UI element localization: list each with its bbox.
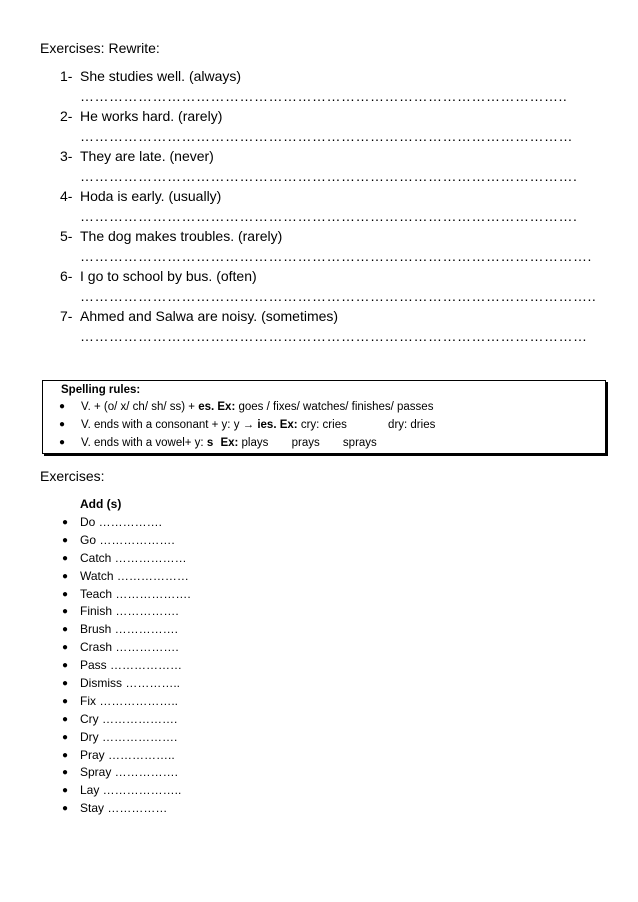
bullet-icon: ● [62,534,69,546]
answer-line: ………………………………………………………………………………………… [80,128,573,144]
bullet-icon: ● [59,401,66,412]
answer-line: …………………………………………………………………………………………… [80,328,588,344]
bullet-icon: ● [62,552,69,564]
item-number: 4- [60,188,73,204]
spelling-rules-box [42,380,606,454]
rule-examples: dry: dries [388,419,436,431]
rewrite-item [56,228,616,268]
rule-text: V. + (o/ x/ ch/ sh/ ss) + [81,401,199,413]
word-blank: Watch ……………… [80,568,189,583]
example-label: Ex: [220,437,239,449]
bullet-icon: ● [62,570,69,582]
bullet-icon: ● [62,785,69,797]
bullet-icon: ● [62,695,69,707]
item-number: 3- [60,148,73,164]
list-item [62,621,362,639]
item-number: 7- [60,308,73,324]
spelling-rules-title: Spelling rules: [61,384,141,396]
bullet-icon: ● [62,606,69,618]
word-blank: Stay …………… [80,801,168,816]
rule-examples: cry: cries [297,419,347,431]
rewrite-item [56,188,616,228]
list-item [62,800,362,818]
rewrite-item [56,68,616,108]
list-item [62,693,362,711]
list-item [62,532,362,550]
rule-examples: prays [291,437,320,449]
exercises-heading: Exercises: [40,468,105,484]
list-item [62,711,362,729]
add-s-list [62,514,362,818]
list-item [62,657,362,675]
bullet-icon: ● [62,642,69,654]
bullet-icon: ● [62,749,69,761]
list-item [62,603,362,621]
word-blank: Finish ……………. [80,604,179,619]
rule-text: V. ends with a vowel+ y: [81,437,207,449]
rewrite-item [56,148,616,188]
bullet-icon: ● [62,517,69,528]
word-blank: Cry ………………. [80,711,178,726]
answer-line: …………………………………………………………………………………………. [80,168,578,184]
item-number: 2- [60,108,73,124]
item-sentence: They are late. (never) [80,148,214,164]
answer-line: ……………………………………………………………………………………………. [80,248,592,264]
rewrite-item [56,268,616,308]
item-sentence: I go to school by bus. (often) [80,268,257,284]
item-number: 1- [60,68,73,84]
rule-suffix: ies. [257,419,277,431]
word-blank: Catch ……………… [80,550,187,565]
list-item [62,764,362,782]
list-item [62,550,362,568]
example-label: Ex: [217,401,236,413]
list-item [62,782,362,800]
word-blank: Brush ……………. [80,622,179,637]
item-sentence: She studies well. (always) [80,68,242,84]
item-sentence: The dog makes troubles. (rarely) [80,228,283,244]
rule-suffix: s [206,437,214,449]
word-blank: Pray …………….. [80,747,175,762]
word-blank: Dismiss ………….. [80,676,180,691]
word-blank: Teach ………………. [80,586,191,601]
bullet-icon: ● [62,660,69,672]
rule-examples: goes / fixes/ watches/ finishes/ passes [235,401,434,413]
item-sentence: He works hard. (rarely) [80,108,223,124]
word-blank: Fix ……………….. [80,693,178,708]
rewrite-heading: Exercises: Rewrite: [40,40,160,56]
rule-text: V. ends with a consonant + y: y → [81,419,258,431]
list-item [62,639,362,657]
rule-suffix: es. [198,401,215,413]
list-item [62,586,362,604]
word-blank: Crash ……………. [80,640,179,655]
answer-line: …………………………………………………………………………………………….. [80,288,597,304]
spelling-rule [61,398,605,416]
list-item [62,675,362,693]
spelling-rule [61,416,605,434]
word-blank: Dry ………………. [80,729,178,744]
rule-examples: plays [238,437,269,449]
bullet-icon: ● [59,419,66,430]
bullet-icon: ● [62,731,69,743]
bullet-icon: ● [62,624,69,636]
bullet-icon: ● [62,713,69,725]
word-blank: Do ……………. [80,515,163,529]
list-item [62,747,362,765]
rewrite-item [56,308,616,348]
word-blank: Spray ……………. [80,765,179,780]
list-item [62,568,362,586]
bullet-icon: ● [62,678,69,690]
rule-examples: sprays [342,437,377,449]
rewrite-item [56,108,616,148]
word-blank: Pass ……………… [80,658,183,673]
answer-line: ……………………………………………………………………………………….. [80,88,568,104]
bullet-icon: ● [62,803,69,815]
item-number: 6- [60,268,73,284]
word-blank: Lay ……………….. [80,783,182,798]
rewrite-list [56,68,616,348]
list-item [62,729,362,747]
bullet-icon: ● [62,588,69,600]
word-blank: Go ………………. [80,532,175,547]
example-label: Ex: [279,419,298,431]
bullet-icon: ● [59,437,66,448]
answer-line: …………………………………………………………………………………………. [80,208,578,224]
add-s-title: Add (s) [80,497,122,511]
list-item [62,514,362,532]
spelling-rule [61,434,605,452]
item-sentence: Hoda is early. (usually) [80,188,222,204]
bullet-icon: ● [62,767,69,779]
item-sentence: Ahmed and Salwa are noisy. (sometimes) [80,308,339,324]
item-number: 5- [60,228,73,244]
